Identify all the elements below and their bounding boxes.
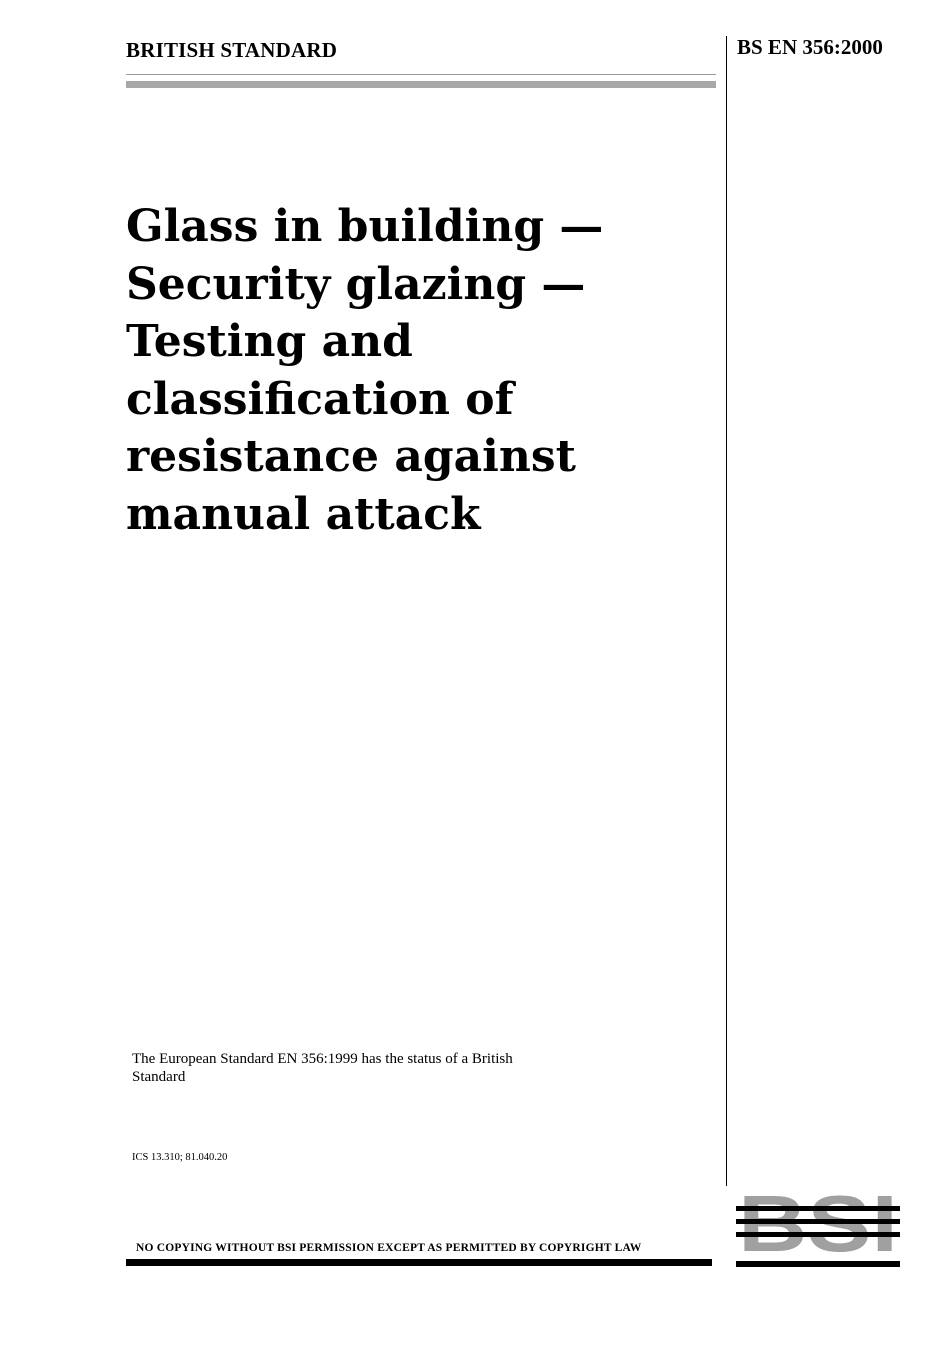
title-line: Glass in building — bbox=[126, 201, 604, 252]
status-statement: The European Standard EN 356:1999 has the status of a British Standard bbox=[132, 1051, 513, 1085]
standard-number: BS EN 356:2000 bbox=[737, 35, 883, 59]
standard-type-label: BRITISH STANDARD bbox=[126, 38, 338, 62]
vertical-divider bbox=[726, 36, 727, 1186]
header-thin-rule bbox=[126, 74, 716, 75]
title-line: manual attack bbox=[126, 488, 481, 540]
title-line: Testing and bbox=[126, 316, 413, 367]
header-grey-rule bbox=[126, 81, 716, 88]
copyright-notice: NO COPYING WITHOUT BSI PERMISSION EXCEPT AS PERMITTED BY COPYRIGHT LAW bbox=[136, 1242, 642, 1254]
ics-codes: ICS 13.310; 81.040.20 bbox=[132, 1152, 228, 1163]
title-line: resistance against bbox=[126, 431, 576, 482]
title-line: Security glazing — bbox=[126, 258, 586, 310]
document-title bbox=[126, 198, 706, 543]
logo-rule bbox=[736, 1261, 900, 1267]
footer-rule bbox=[126, 1259, 712, 1266]
bsi-logo-icon bbox=[736, 1192, 900, 1254]
title-line: classification of bbox=[126, 373, 514, 425]
